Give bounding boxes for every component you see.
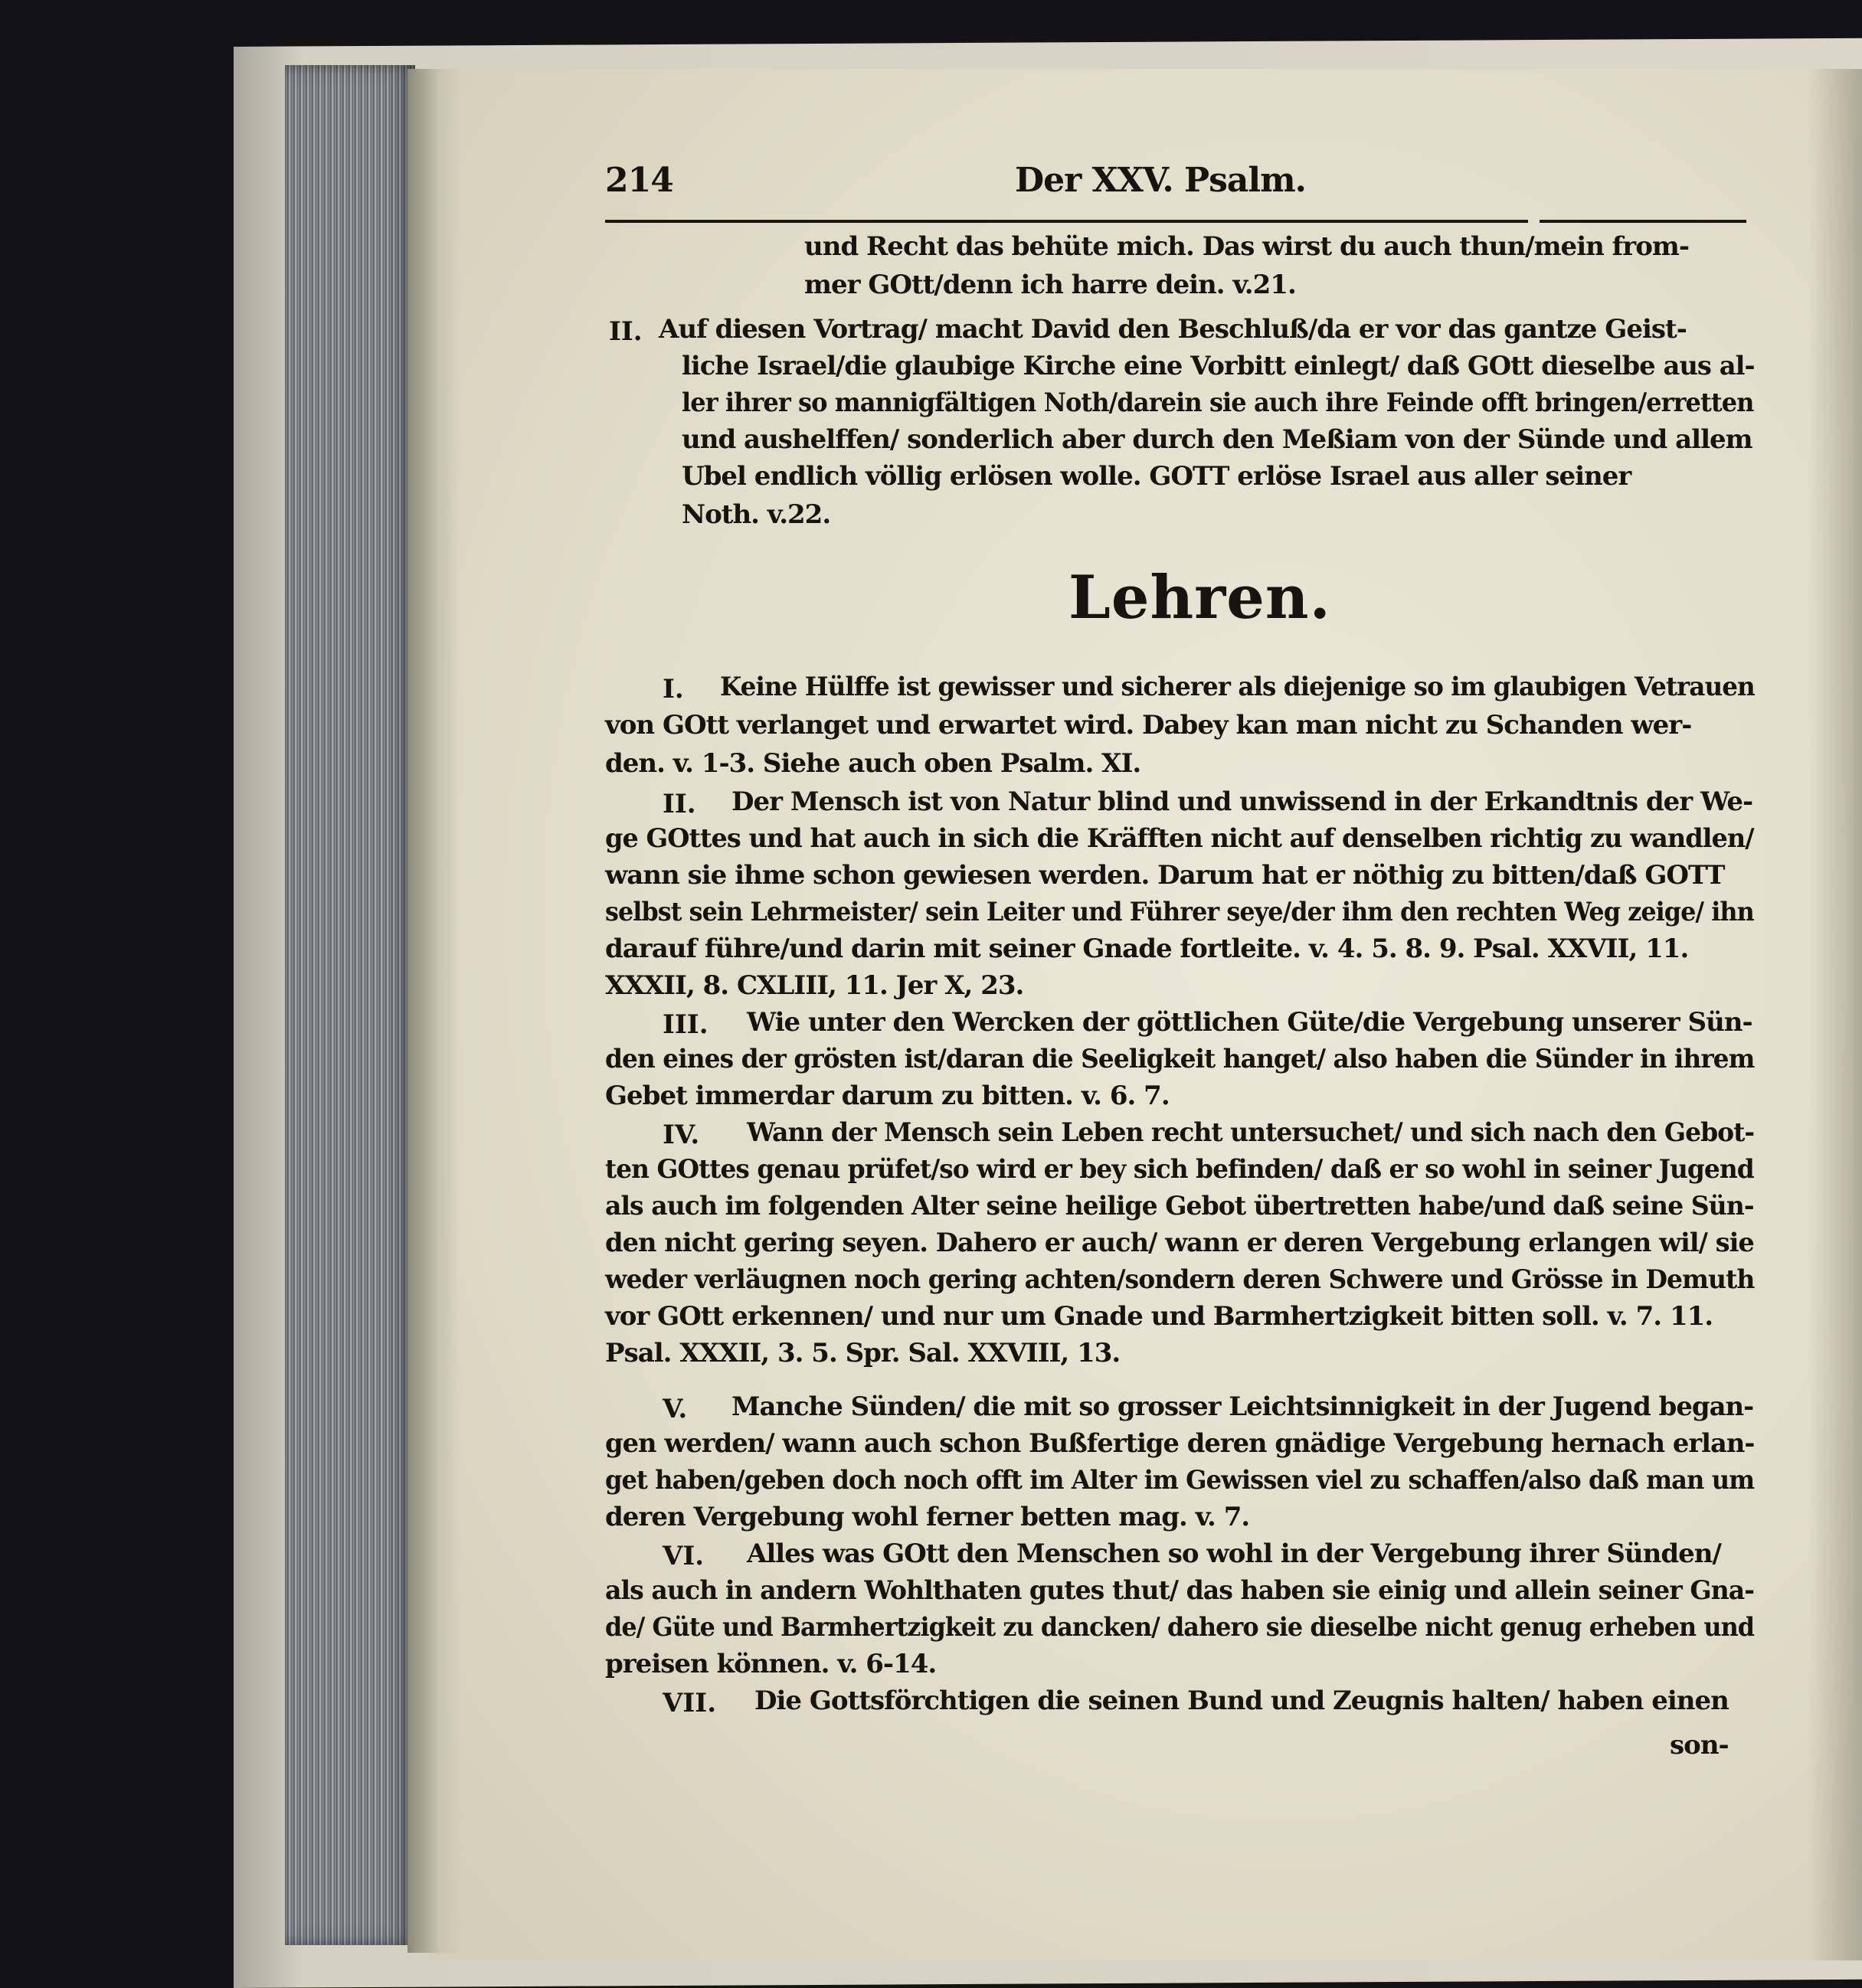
item-numeral: II. [609,316,643,347]
lehre-line: den nicht gering seyen. Dahero er auch/ wann er deren Vergebung erlangen wil/ sie [605,1228,1754,1258]
page-number: 214 [605,161,673,200]
lehre-numeral: VI. [663,1541,705,1571]
lehre-line: ten GOttes genau prüfet/so wird er bey sich befinden/ daß er so wohl in seiner Jugend [605,1154,1754,1185]
intro-item-line: Noth. v.22. [682,499,831,530]
lehre-line: vor GOtt erkennen/ und nur um Gnade und Barmhertzigkeit bitten soll. v. 7. 11. [605,1301,1713,1332]
lehre-line: Die Gottsförchtigen die seinen Bund und Zeugnis halten/ haben einen [754,1686,1729,1716]
lehre-line: Der Mensch ist von Natur blind und unwissend in der Erkandtnis der We- [731,786,1753,817]
lehre-numeral: V. [663,1394,688,1424]
lehre-numeral: IV. [663,1120,700,1150]
page-stack-edge [285,65,415,1945]
header-rule [605,220,1528,223]
intro-line: und Recht das behüte mich. Das wirst du auch thun/mein from- [804,231,1689,262]
catchword: son- [1670,1730,1729,1761]
page-header [605,161,1746,205]
lehre-line: Wie unter den Wercken der göttlichen Güte/die Vergebung unserer Sün- [747,1007,1752,1038]
intro-line: mer GOtt/denn ich harre dein. v.21. [804,270,1296,300]
intro-item-line: Auf diesen Vortrag/ macht David den Beschluß/da er vor das gantze Geist- [659,314,1687,345]
lehre-line: Gebet immerdar darum zu bitten. v. 6. 7. [605,1081,1170,1111]
intro-item-line: liche Israel/die glaubige Kirche eine Vorbitt einlegt/ daß GOtt dieselbe aus al- [682,351,1755,381]
lehre-numeral: III. [663,1009,708,1040]
intro-item-line: und aushelffen/ sonderlich aber durch den Meßiam von der Sünde und allem [682,424,1752,455]
header-rule-short [1540,220,1746,223]
lehre-line: darauf führe/und darin mit seiner Gnade fortleite. v. 4. 5. 8. 9. Psal. XXVII, 11. [605,934,1689,964]
lehre-line: deren Vergebung wohl ferner betten mag. v. 7. [605,1502,1250,1532]
lehre-line: wann sie ihme schon gewiesen werden. Darum hat er nöthig zu bitten/daß GOTT [605,860,1725,891]
lehre-line: Manche Sünden/ die mit so grosser Leichtsinnigkeit in der Jugend began- [731,1391,1754,1422]
section-heading: Lehren. [1068,563,1331,633]
page-gutter [407,69,461,1953]
lehre-numeral: II. [663,789,696,819]
lehre-line: Psal. XXXII, 3. 5. Spr. Sal. XXVIII, 13. [605,1338,1121,1368]
lehre-line: von GOtt verlanget und erwartet wird. Dabey kan man nicht zu Schanden wer- [605,710,1692,741]
running-title: Der XXV. Psalm. [1015,161,1306,200]
lehre-line: Keine Hülffe ist gewisser und sicherer als diejenige so im glaubigen Vetrauen [720,672,1755,702]
lehre-line: get haben/geben doch noch offt im Alter im Gewissen viel zu schaffen/also daß man um [605,1465,1755,1496]
lehre-line: als auch in andern Wohlthaten gutes thut/ das haben sie einig und allein seiner Gna- [605,1575,1755,1606]
lehre-line: als auch im folgenden Alter seine heilige Gebot übertretten habe/und daß seine Sün- [605,1191,1754,1221]
lehre-line: preisen können. v. 6-14. [605,1649,937,1679]
lehre-numeral: I. [663,674,684,705]
lehre-line: XXXII, 8. CXLIII, 11. Jer X, 23. [605,970,1024,1001]
lehre-line: den eines der grösten ist/daran die Seeligkeit hanget/ also haben die Sünder in ihrem [605,1044,1755,1074]
lehre-line: Alles was GOtt den Menschen so wohl in der Vergebung ihrer Sünden/ [747,1538,1721,1569]
lehre-line: Wann der Mensch sein Leben recht untersuchet/ und sich nach den Gebot- [747,1117,1755,1148]
page-right-shade [1808,69,1862,1960]
lehre-line: ge GOttes und hat auch in sich die Kräfften nicht auf denselben richtig zu wandlen/ [605,823,1754,854]
lehre-numeral: VII. [663,1688,717,1718]
lehre-line: den. v. 1-3. Siehe auch oben Psalm. XI. [605,748,1141,779]
intro-item-line: Ubel endlich völlig erlösen wolle. GOTT erlöse Israel aus aller seiner [682,461,1631,492]
lehre-line: selbst sein Lehrmeister/ sein Leiter und Führer seye/der ihm den rechten Weg zeige/ ihn [605,897,1754,927]
intro-item-line: ler ihrer so mannigfältigen Noth/darein sie auch ihre Feinde offt bringen/erretten [682,387,1754,418]
lehre-line: gen werden/ wann auch schon Bußfertige deren gnädige Vergebung hernach erlan- [605,1428,1755,1459]
lehre-line: de/ Güte und Barmhertzigkeit zu dancken/ dahero sie dieselbe nicht genug erheben und [605,1612,1755,1643]
lehre-line: weder verläugnen noch gering achten/sondern deren Schwere und Grösse in Demuth [605,1264,1755,1295]
